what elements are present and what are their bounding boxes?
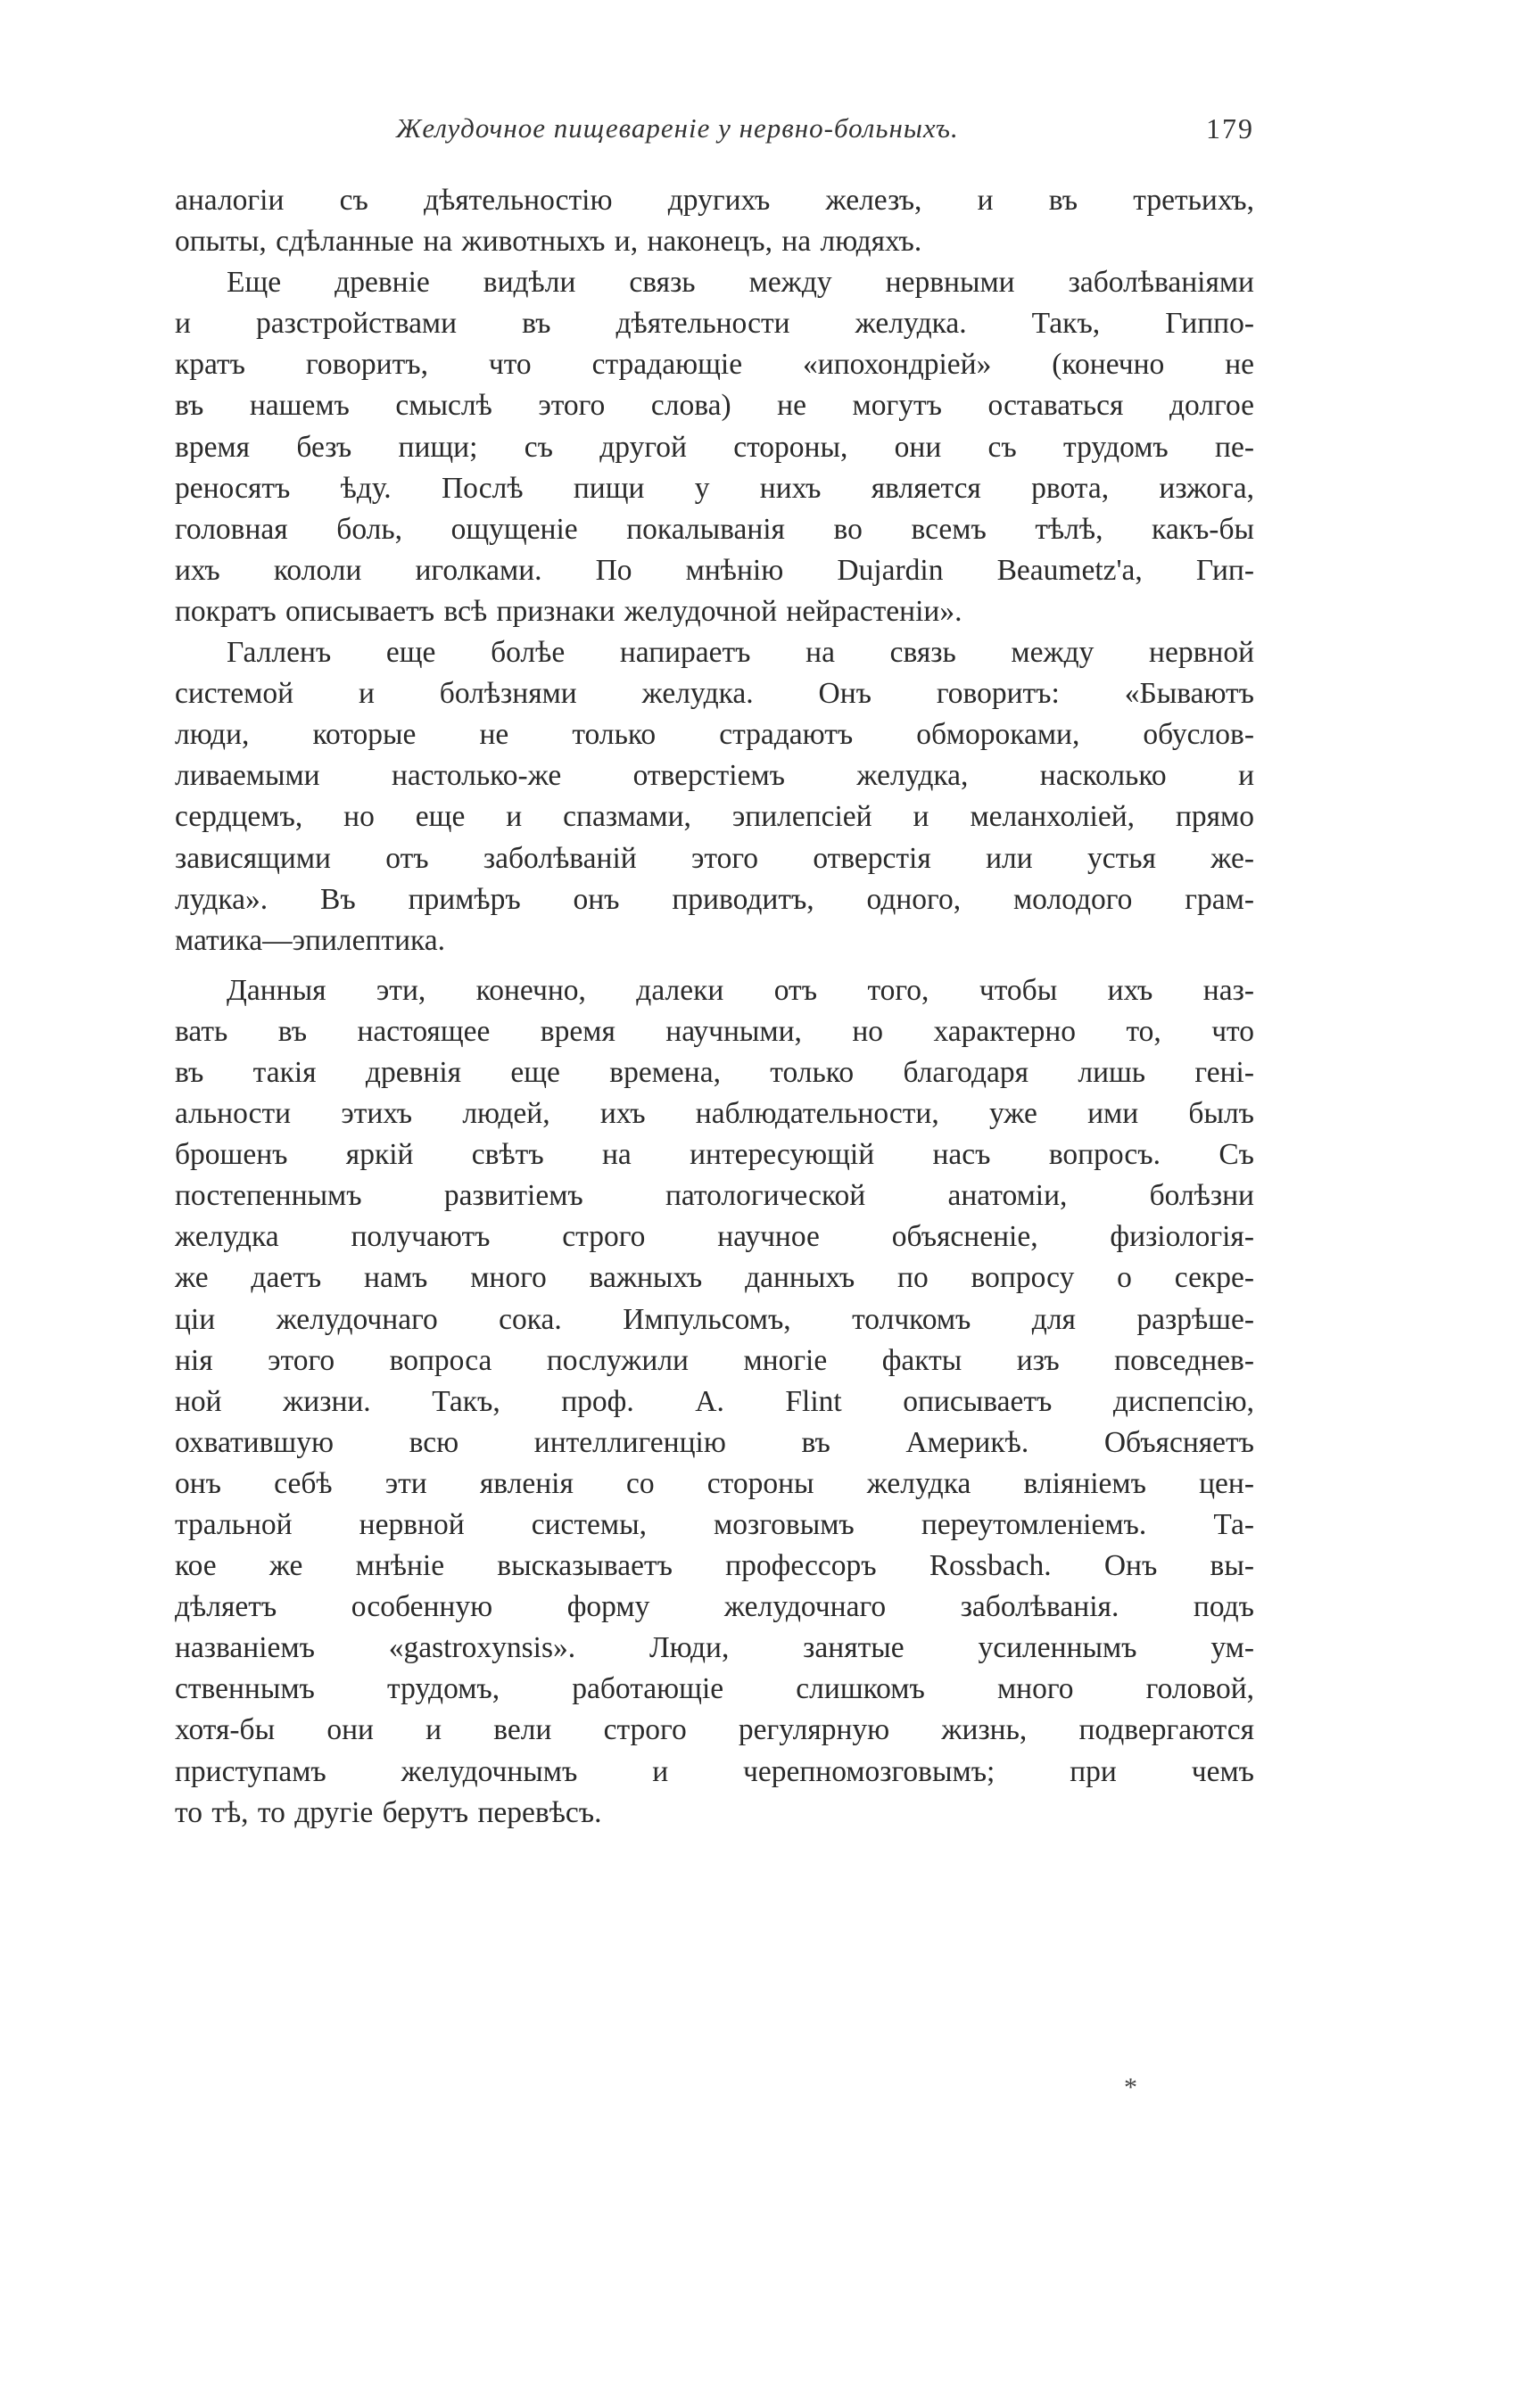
text-line: ственнымъ трудомъ, работающіе слишкомъ много головой, (175, 1672, 1254, 1706)
text-line: въ нашемъ смыслѣ этого слова) не могутъ оставаться долгое (175, 389, 1254, 423)
text-line: постепеннымъ развитіемъ патологической анатоміи, болѣзни (175, 1179, 1254, 1213)
text-line: названіемъ «gastroxynsis». Люди, занятые усиленнымъ ум- (175, 1631, 1254, 1665)
section-break-asterisk: * (1124, 2073, 1137, 2102)
running-title: Желудочное пищевареніе у нервно-больныхъ. (396, 112, 959, 144)
paragraph (175, 632, 1254, 961)
text-line: системой и болѣзнями желудка. Онъ говоритъ: «Бываютъ (175, 677, 1254, 711)
paragraph-spacer (175, 961, 1254, 970)
text-line: вать въ настоящее время научными, но характерно то, что (175, 1014, 1254, 1048)
text-line: зависящими отъ заболѣваній этого отверстія или устья же- (175, 841, 1254, 875)
paragraph (175, 262, 1254, 632)
body-text (175, 180, 1254, 1834)
text-line: матика—эпилептика. (175, 923, 446, 957)
text-line: ной жизни. Такъ, проф. A. Flint описываетъ диспепсію, (175, 1384, 1254, 1418)
text-line: онъ себѣ эти явленія со стороны желудка вліяніемъ цен- (175, 1466, 1254, 1500)
text-line: ихъ кололи иголками. По мнѣнію Dujardin Beaumetz'а, Гип- (175, 553, 1254, 587)
text-line: Еще древніе видѣли связь между нервными заболѣваніями (227, 266, 1254, 300)
text-line: Данныя эти, конечно, далеки отъ того, чтобы ихъ наз- (227, 973, 1254, 1007)
text-line: въ такія древнія еще времена, только благодаря лишь гені- (175, 1055, 1254, 1089)
text-line: пократъ описываетъ всѣ признаки желудочной нейрастеніи». (175, 594, 962, 628)
text-line: же даетъ намъ много важныхъ данныхъ по вопросу о секре- (175, 1261, 1254, 1295)
text-line: аналогіи съ дѣятельностію другихъ железъ, и въ третьихъ, (175, 184, 1254, 217)
text-line: время безъ пищи; съ другой стороны, они съ трудомъ пе- (175, 430, 1254, 464)
page-number: 179 (1206, 112, 1254, 144)
text-line: сердцемъ, но еще и спазмами, эпилепсіей и меланхоліей, прямо (175, 800, 1254, 834)
text-line: реносятъ ѣду. Послѣ пищи у нихъ является рвота, изжога, (175, 471, 1254, 505)
text-line: охватившую всю интеллигенцію въ Америкѣ. Объясняетъ (175, 1425, 1254, 1459)
text-line: альности этихъ людей, ихъ наблюдательности, уже ими былъ (175, 1097, 1254, 1131)
text-line: и разстройствами въ дѣятельности желудка. Такъ, Гиппо- (175, 307, 1254, 341)
paragraph-continuation (175, 180, 1254, 262)
text-line: кратъ говоритъ, что страдающіе «ипохондріей» (конечно не (175, 348, 1254, 382)
text-line: лудка». Въ примѣръ онъ приводитъ, одного, молодого грам- (175, 882, 1254, 916)
text-line: хотя-бы они и вели строго регулярную жизнь, подвергаются (175, 1713, 1254, 1747)
text-line: нія этого вопроса послужили многіе факты изъ повседнев- (175, 1343, 1254, 1377)
text-line: кое же мнѣніе высказываетъ профессоръ Rossbach. Онъ вы- (175, 1549, 1254, 1583)
text-line: то тѣ, то другіе берутъ перевѣсъ. (175, 1795, 602, 1829)
text-line: люди, которые не только страдаютъ обмороками, обуслов- (175, 718, 1254, 752)
text-line: ливаемыми настолько-же отверстіемъ желудка, насколько и (175, 759, 1254, 793)
text-line: Галленъ еще болѣе напираетъ на связь между нервной (227, 636, 1254, 670)
text-line: дѣляетъ особенную форму желудочнаго заболѣванія. подъ (175, 1590, 1254, 1624)
text-line: приступамъ желудочнымъ и черепномозговымъ; при чемъ (175, 1754, 1254, 1788)
text-line: тральной нервной системы, мозговымъ переутомленіемъ. Та- (175, 1508, 1254, 1541)
text-line: желудка получаютъ строго научное объясненіе, физіологія- (175, 1220, 1254, 1254)
running-head (175, 112, 1254, 157)
text-line: ціи желудочнаго сока. Импульсомъ, толчкомъ для разрѣше- (175, 1302, 1254, 1336)
text-line: головная боль, ощущеніе покалыванія во всемъ тѣлѣ, какъ-бы (175, 512, 1254, 546)
paragraph (175, 970, 1254, 1834)
text-line: опыты, сдѣланные на животныхъ и, наконецъ, на людяхъ. (175, 225, 922, 259)
text-line: брошенъ яркій свѣтъ на интересующій насъ вопросъ. Съ (175, 1138, 1254, 1172)
